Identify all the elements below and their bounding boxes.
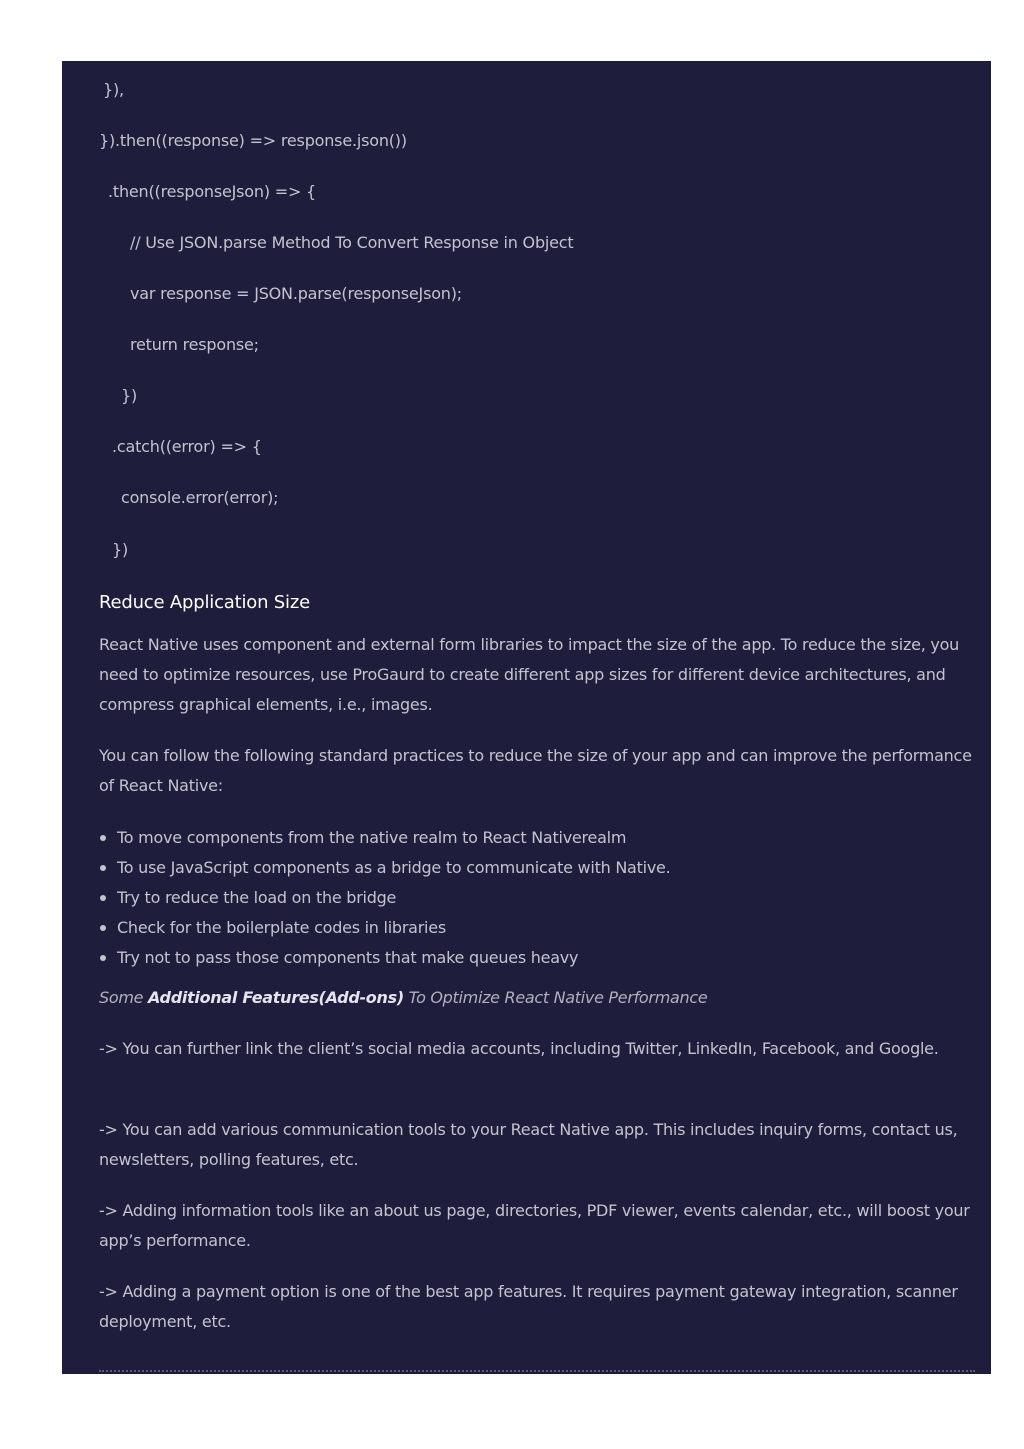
addons-heading — [99, 983, 707, 1013]
code-line: // Use JSON.parse Method To Convert Response in Object — [130, 233, 574, 252]
list-item: To use JavaScript components as a bridge to communicate with Native. — [99, 853, 974, 883]
intro-paragraph: React Native uses component and external form libraries to impact the size of the app. To reduce the size, you need to optimize resources, use ProGaurd to create different app sizes for different device architectures, and compress graphical elements, i.e., images. — [99, 635, 960, 714]
code-line: }) — [121, 386, 138, 405]
addon-paragraph: -> You can add various communication tools to your React Native app. This includes inquiry forms, contact us, newsletters, polling features, etc. — [99, 1120, 958, 1169]
addons-heading-bold: Additional Features(Add-ons) — [147, 988, 404, 1007]
code-line: var response = JSON.parse(responseJson); — [130, 284, 462, 303]
code-line: return response; — [130, 335, 259, 354]
practices-list — [99, 823, 974, 973]
practices-intro-paragraph: You can follow the following standard practices to reduce the size of your app and can improve the performance of React Native: — [99, 746, 972, 795]
addons-heading-prefix: Some — [99, 988, 148, 1007]
code-line: }), — [103, 80, 124, 99]
dotted-divider — [99, 1370, 975, 1372]
list-item: To move components from the native realm to React Nativerealm — [99, 823, 974, 853]
addon-paragraph: -> Adding information tools like an about us page, directories, PDF viewer, events calendar, etc., will boost your app’s performance. — [99, 1201, 970, 1250]
list-item: Try not to pass those components that make queues heavy — [99, 943, 974, 973]
code-line: console.error(error); — [121, 488, 279, 507]
addon-paragraph: -> You can further link the client’s social media accounts, including Twitter, LinkedIn, Facebook, and Google. — [99, 1039, 939, 1058]
list-item: Check for the boilerplate codes in libraries — [99, 913, 974, 943]
addon-paragraph: -> Adding a payment option is one of the best app features. It requires payment gateway integration, scanner deployment, etc. — [99, 1282, 958, 1331]
content-panel — [62, 61, 991, 1374]
code-line: .then((responseJson) => { — [108, 182, 317, 201]
addons-heading-suffix: To Optimize React Native Performance — [403, 988, 708, 1007]
list-item: Try to reduce the load on the bridge — [99, 883, 974, 913]
code-line: .catch((error) => { — [112, 437, 262, 456]
code-line: }).then((response) => response.json()) — [99, 131, 407, 150]
code-line: }) — [112, 540, 129, 559]
section-heading: Reduce Application Size — [99, 592, 310, 613]
